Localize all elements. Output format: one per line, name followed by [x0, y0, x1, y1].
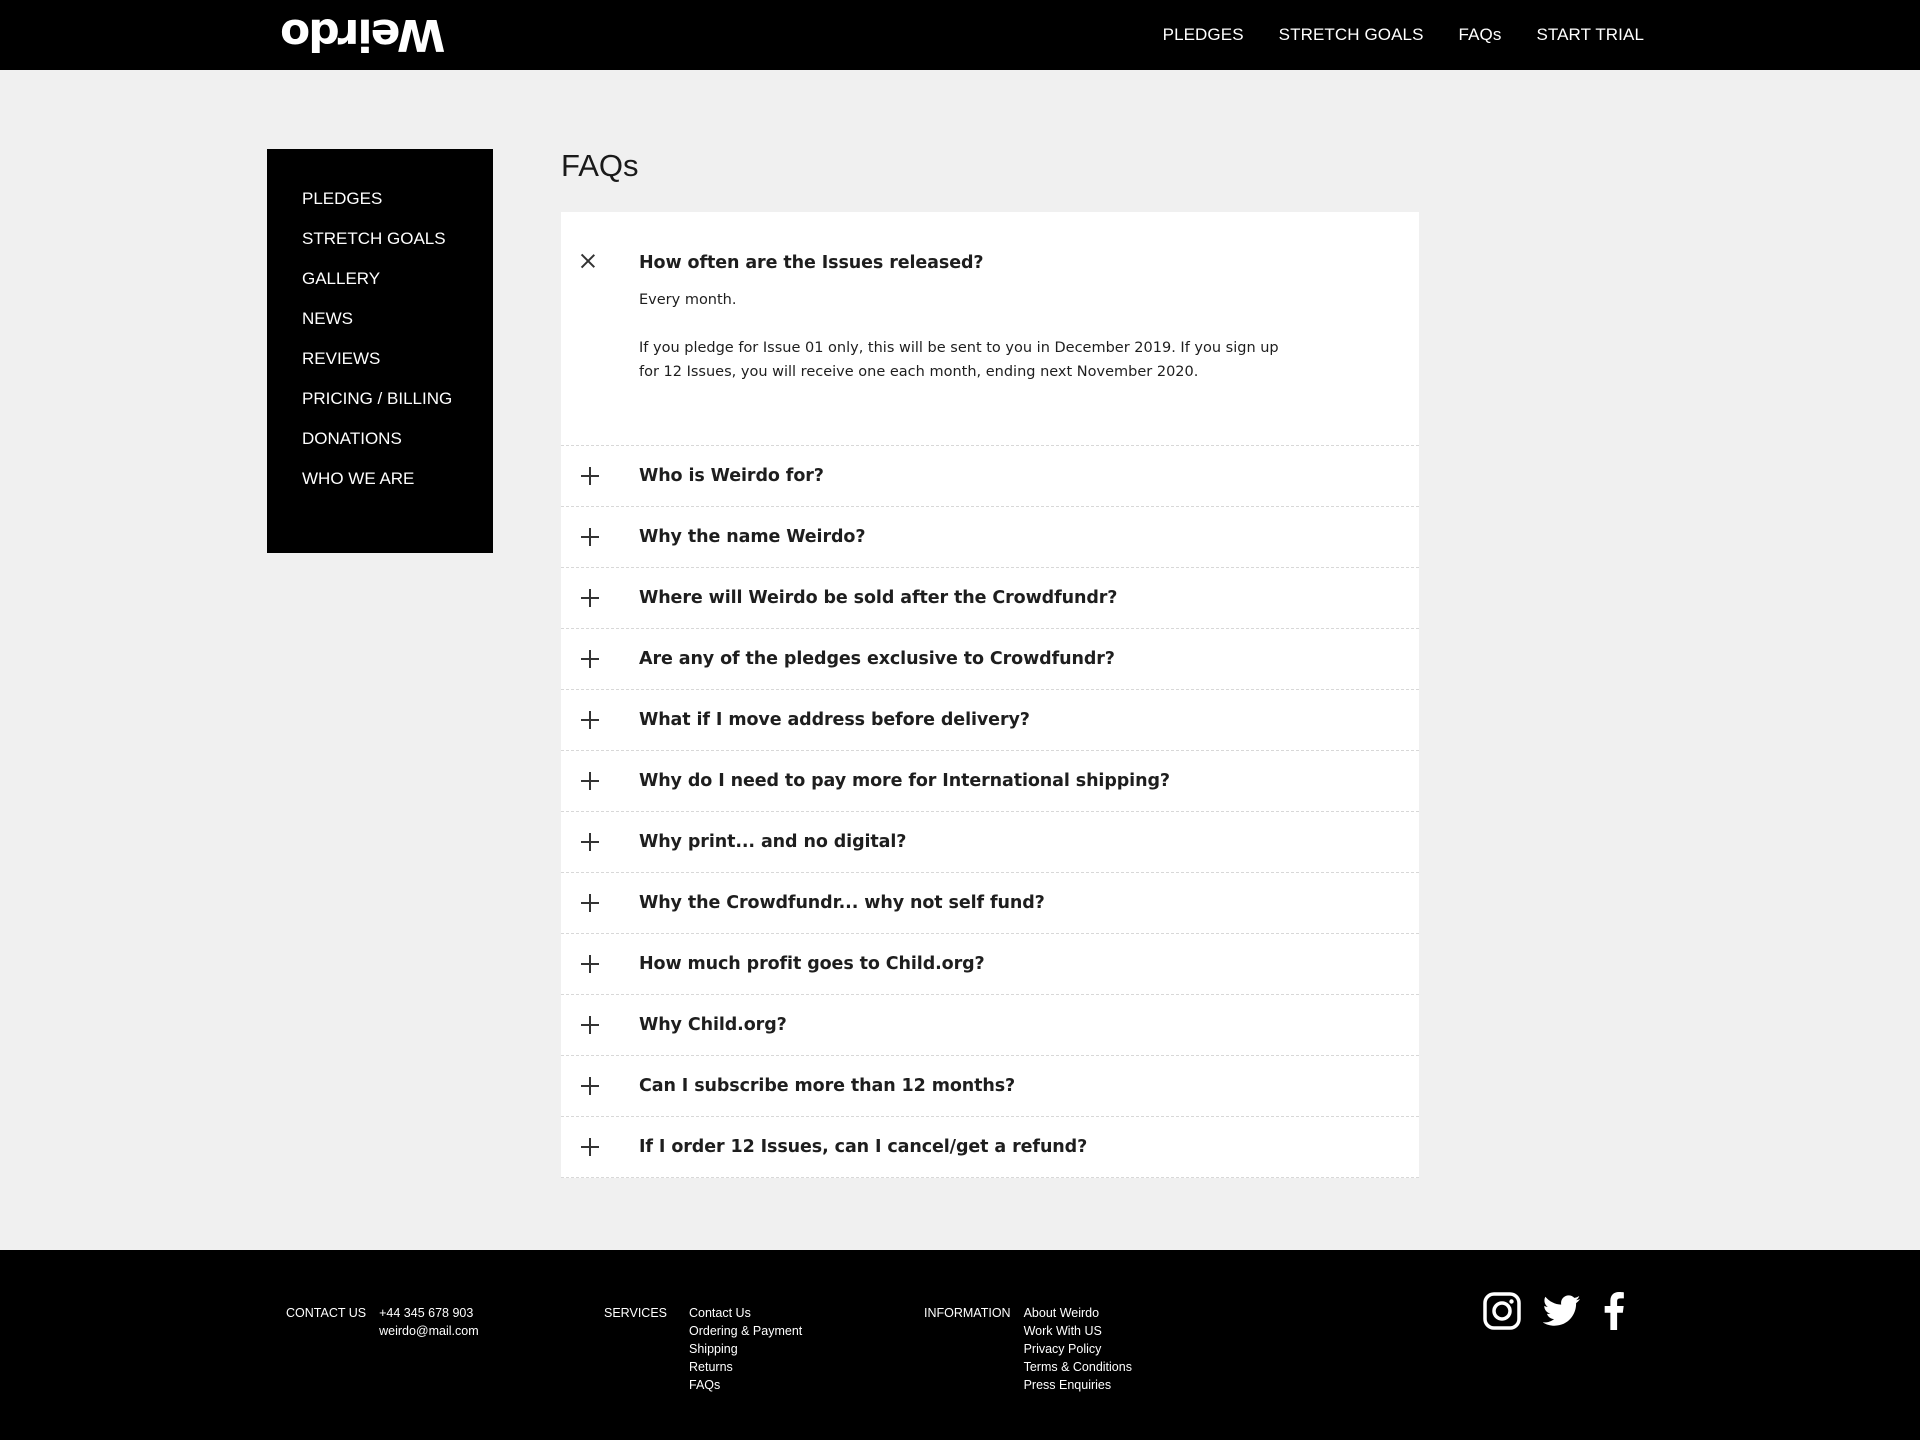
- faq-item[interactable]: [561, 690, 1419, 751]
- sidebar-item-gallery[interactable]: GALLERY: [302, 269, 381, 288]
- plus-icon[interactable]: [581, 589, 599, 607]
- footer-link-about[interactable]: About Weirdo: [1023, 1306, 1100, 1320]
- faq-question[interactable]: Why Child.org?: [639, 1015, 787, 1035]
- top-nav-start-trial[interactable]: START TRIAL: [1536, 25, 1644, 44]
- footer-information-heading: INFORMATION: [924, 1306, 1011, 1320]
- sidebar-item-who-we-are[interactable]: WHO WE ARE: [302, 469, 415, 488]
- faq-item[interactable]: [561, 446, 1419, 507]
- footer-email[interactable]: weirdo@mail.com: [379, 1324, 479, 1338]
- faq-question[interactable]: Are any of the pledges exclusive to Crowdfundr?: [639, 649, 1115, 669]
- sidebar-item-reviews[interactable]: REVIEWS: [302, 349, 381, 368]
- sidebar-item-stretch-goals[interactable]: STRETCH GOALS: [302, 229, 446, 248]
- page-title: FAQs: [561, 148, 639, 183]
- plus-icon[interactable]: [581, 955, 599, 973]
- footer-link-ordering-payment[interactable]: Ordering & Payment: [689, 1324, 803, 1338]
- faq-answer-paragraph: Every month.: [639, 292, 737, 308]
- plus-icon[interactable]: [581, 1138, 599, 1156]
- plus-icon[interactable]: [581, 1016, 599, 1034]
- faq-question[interactable]: How often are the Issues released?: [639, 253, 984, 273]
- plus-icon[interactable]: [581, 711, 599, 729]
- faq-list: [561, 212, 1419, 1178]
- footer-link-terms[interactable]: Terms & Conditions: [1023, 1360, 1132, 1374]
- footer: [0, 1250, 1920, 1440]
- top-nav-pledges[interactable]: PLEDGES: [1162, 25, 1244, 44]
- footer-link-privacy-policy[interactable]: Privacy Policy: [1023, 1342, 1102, 1356]
- faq-item[interactable]: [561, 629, 1419, 690]
- plus-icon[interactable]: [581, 833, 599, 851]
- footer-link-faqs[interactable]: FAQs: [689, 1378, 721, 1392]
- faq-question[interactable]: Who is Weirdo for?: [639, 466, 824, 486]
- faq-question[interactable]: Why the name Weirdo?: [639, 527, 866, 547]
- footer-link-contact-us[interactable]: Contact Us: [689, 1306, 751, 1320]
- sidebar-item-donations[interactable]: DONATIONS: [302, 429, 402, 448]
- sidebar: [267, 149, 493, 553]
- plus-icon[interactable]: [581, 1077, 599, 1095]
- faq-item[interactable]: [561, 568, 1419, 629]
- footer-contact-heading: CONTACT US: [286, 1306, 367, 1320]
- logo[interactable]: Weirdo: [282, 9, 446, 60]
- plus-icon[interactable]: [581, 467, 599, 485]
- close-icon[interactable]: [581, 254, 599, 272]
- top-nav-faqs[interactable]: FAQs: [1458, 25, 1502, 44]
- faq-question-toggle[interactable]: [561, 238, 1419, 288]
- footer-link-returns[interactable]: Returns: [689, 1360, 733, 1374]
- top-nav-stretch-goals[interactable]: STRETCH GOALS: [1278, 25, 1424, 44]
- footer-link-work-with-us[interactable]: Work With US: [1023, 1324, 1102, 1338]
- faq-item[interactable]: [561, 751, 1419, 812]
- instagram-icon[interactable]: [1483, 1292, 1521, 1330]
- faq-item-open: [561, 238, 1419, 446]
- plus-icon[interactable]: [581, 528, 599, 546]
- footer-services-heading: SERVICES: [604, 1306, 667, 1320]
- sidebar-item-pricing-billing[interactable]: PRICING / BILLING: [302, 389, 453, 408]
- footer-link-shipping[interactable]: Shipping: [689, 1342, 738, 1356]
- faq-answer-paragraph: If you pledge for Issue 01 only, this will be sent to you in December 2019. If you sign up for 12 Issues, you will receive one each month, ending next November 2020.: [639, 340, 1279, 380]
- faq-item[interactable]: [561, 507, 1419, 568]
- faq-item[interactable]: [561, 873, 1419, 934]
- facebook-icon[interactable]: [1603, 1292, 1625, 1330]
- faq-question[interactable]: What if I move address before delivery?: [639, 710, 1030, 730]
- twitter-icon[interactable]: [1543, 1295, 1581, 1327]
- plus-icon[interactable]: [581, 650, 599, 668]
- faq-item[interactable]: [561, 934, 1419, 995]
- faq-question[interactable]: Why print... and no digital?: [639, 832, 907, 852]
- faq-question[interactable]: If I order 12 Issues, can I cancel/get a refund?: [639, 1137, 1088, 1157]
- footer-information: [924, 1304, 1132, 1394]
- faq-item[interactable]: [561, 1056, 1419, 1117]
- faq-item[interactable]: [561, 1117, 1419, 1178]
- footer-services: [604, 1304, 802, 1394]
- footer-phone[interactable]: +44 345 678 903: [379, 1306, 474, 1320]
- faq-question[interactable]: Where will Weirdo be sold after the Crowdfundr?: [639, 588, 1118, 608]
- sidebar-item-pledges[interactable]: PLEDGES: [302, 189, 383, 208]
- top-nav: [1163, 0, 1644, 70]
- faq-answer: [639, 288, 1279, 384]
- faq-question[interactable]: Why do I need to pay more for International shipping?: [639, 771, 1170, 791]
- faq-item[interactable]: [561, 995, 1419, 1056]
- plus-icon[interactable]: [581, 894, 599, 912]
- social-links: [1483, 1292, 1625, 1330]
- faq-question[interactable]: Why the Crowdfundr... why not self fund?: [639, 893, 1045, 913]
- faq-item[interactable]: [561, 812, 1419, 873]
- footer-link-press[interactable]: Press Enquiries: [1023, 1378, 1112, 1392]
- sidebar-item-news[interactable]: NEWS: [302, 309, 353, 328]
- faq-question[interactable]: How much profit goes to Child.org?: [639, 954, 985, 974]
- faq-question[interactable]: Can I subscribe more than 12 months?: [639, 1076, 1016, 1096]
- top-bar: [0, 0, 1920, 70]
- footer-contact: [286, 1304, 479, 1340]
- plus-icon[interactable]: [581, 772, 599, 790]
